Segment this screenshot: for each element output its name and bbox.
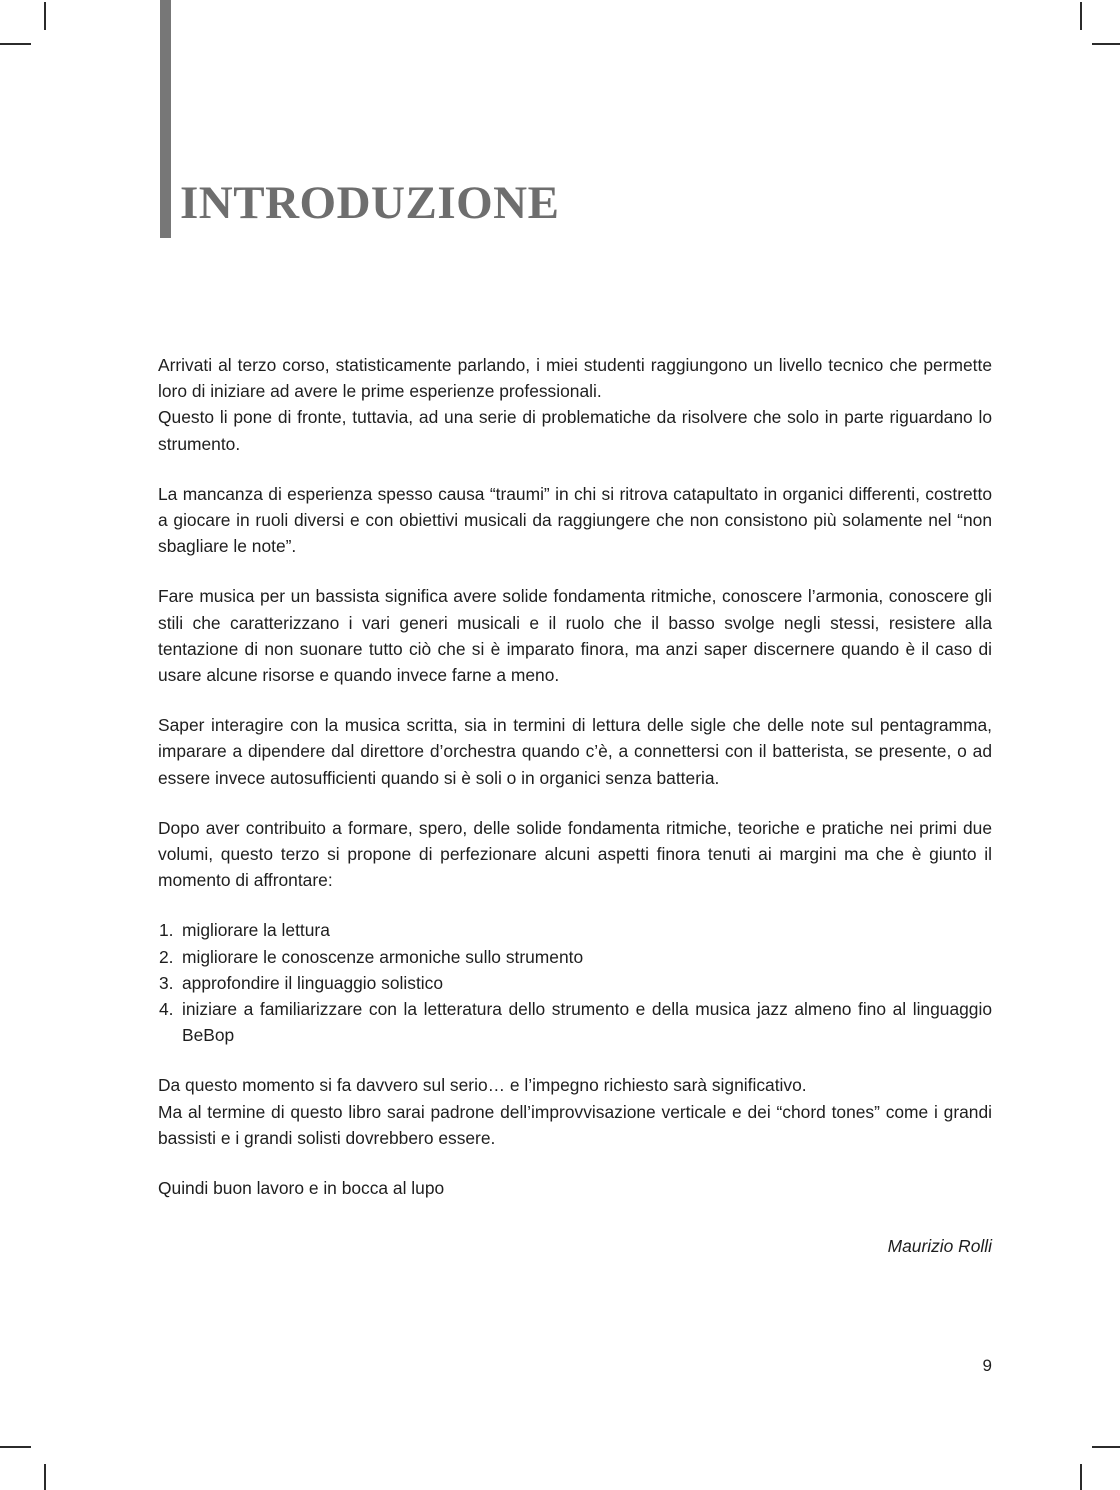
list-item: approfondire il linguaggio solistico	[182, 972, 444, 993]
paragraph-2: Questo li pone di fronte, tuttavia, ad una serie di problematiche da risolvere che solo in parte riguardano lo strumento.	[158, 407, 992, 454]
crop-mark-bottom-right-vertical	[1080, 1464, 1082, 1490]
objectives-list	[158, 917, 992, 1048]
crop-mark-top-right-horizontal	[1092, 43, 1120, 45]
crop-mark-bottom-left-vertical	[44, 1464, 46, 1490]
crop-mark-top-left-vertical	[44, 2, 46, 30]
list-item: migliorare la lettura	[182, 920, 330, 941]
paragraph-5: Saper interagire con la musica scritta, sia in termini di lettura delle sigle che delle note sul pentagramma, imparare a dipendere dal direttore d’orchestra quando c’è, a connettersi con il batterista, se presente, o ad essere invece autosufficienti quando si è soli o in organici senza batteria.	[158, 715, 992, 788]
title-accent-bar	[160, 0, 171, 238]
crop-mark-top-left-horizontal	[0, 43, 31, 45]
page-number: 9	[982, 1356, 992, 1375]
paragraph-9: Quindi buon lavoro e in bocca al lupo	[158, 1178, 445, 1199]
crop-mark-bottom-right-horizontal	[1092, 1446, 1120, 1448]
list-item: migliorare le conoscenze armoniche sullo strumento	[182, 946, 584, 967]
paragraph-7: Da questo momento si fa davvero sul serio… e l’impegno richiesto sarà significativo.	[158, 1075, 807, 1096]
crop-mark-top-right-vertical	[1080, 2, 1082, 30]
paragraph-3: La mancanza di esperienza spesso causa “traumi” in chi si ritrova catapultato in organici differenti, costretto a giocare in ruoli diversi e con obiettivi musicali da raggiungere che non consistono più solamente nel “non sbagliare le note”.	[158, 483, 992, 557]
paragraph-6: Dopo aver contribuito a formare, spero, delle solide fondamenta ritmiche, teoriche e pratiche nei primi due volumi, questo terzo si propone di perfezionare alcuni aspetti finora tenuti ai margini ma che è giunto il momento di affrontare:	[158, 817, 992, 891]
crop-mark-bottom-left-horizontal	[0, 1446, 31, 1448]
page-title: introduzione	[180, 159, 560, 233]
paragraph-1: Arrivati al terzo corso, statisticamente parlando, i miei studenti raggiungono un livello tecnico che permette loro di iniziare ad avere le prime esperienze professionali.	[158, 355, 992, 402]
paragraph-8: Ma al termine di questo libro sarai padrone dell’improvvisazione verticale e dei “chord tones” come i grandi bassisti e i grandi solisti dovrebbero essere.	[158, 1101, 992, 1148]
author-signature: Maurizio Rolli	[887, 1236, 992, 1257]
list-item: iniziare a familiarizzare con la letteratura dello strumento e della musica jazz almeno fino al linguaggio BeBop	[182, 999, 992, 1046]
paragraph-4: Fare musica per un bassista significa avere solide fondamenta ritmiche, conoscere l’armonia, conoscere gli stili che caratterizzano i vari generi musicali e il ruolo che il basso svolge negli stessi, resistere alla tentazione di non suonare tutto ciò che si è imparato finora, ma anzi saper discernere quando è il caso di usare alcune risorse e quando invece farne a meno.	[158, 586, 992, 686]
body-content	[158, 352, 992, 1259]
